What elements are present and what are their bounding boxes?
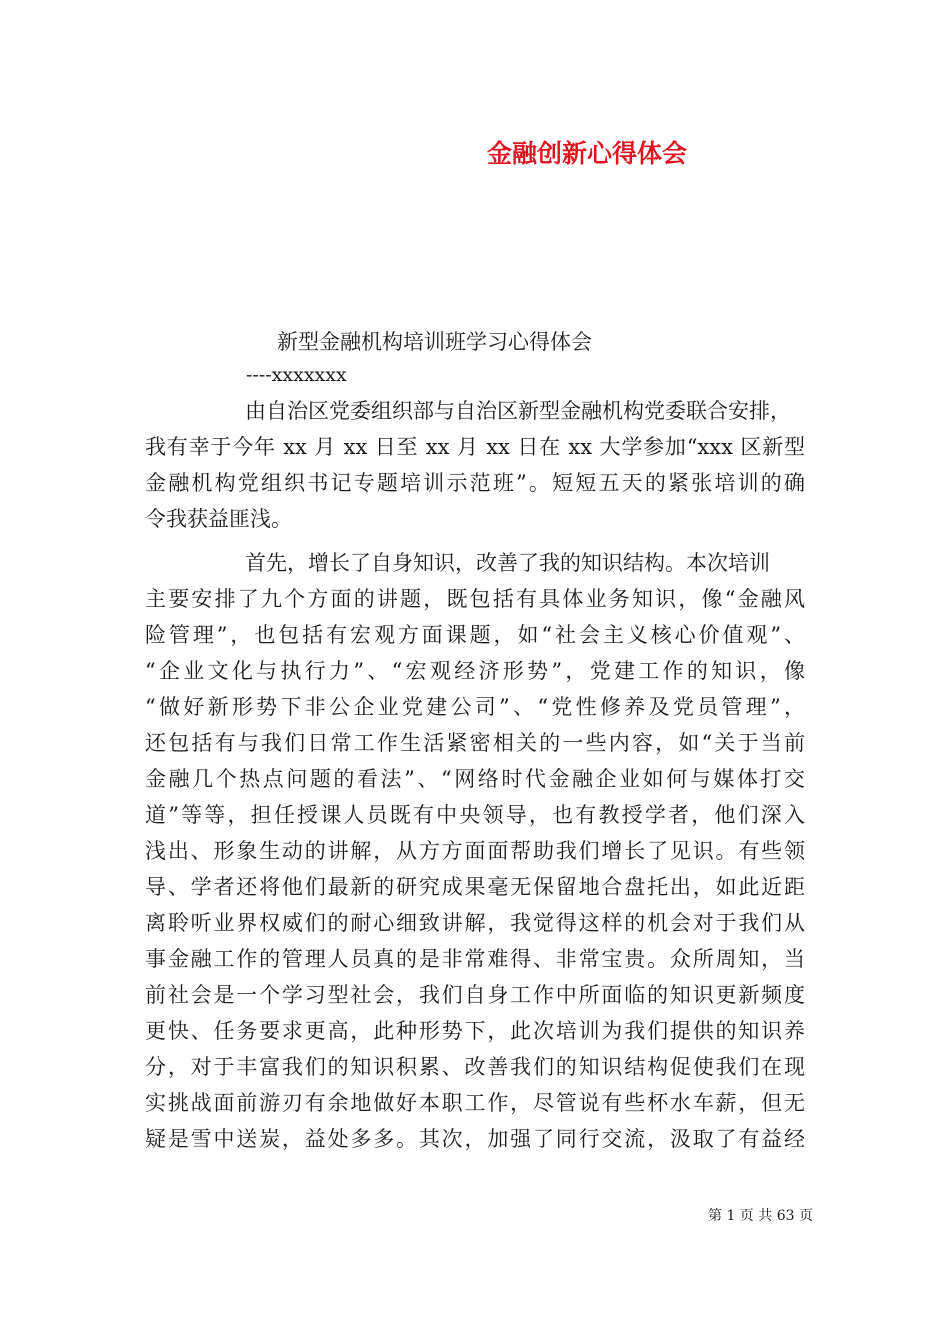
body-line: “企业文化与执行力”、“宏观经济形势”，党建工作的知识，像 (145, 659, 805, 683)
body-line: 事金融工作的管理人员真的是非常难得、非常宝贵。众所周知，当 (145, 947, 805, 971)
body-line: 实挑战面前游刃有余地做好本职工作，尽管说有些杯水车薪，但无 (145, 1091, 805, 1115)
document-title: 金融创新心得体会 (487, 139, 688, 168)
body-line: 险管理”，也包括有宏观方面课题，如“社会主义核心价值观”、 (145, 623, 805, 647)
body-line: 浅出、形象生动的讲解，从方方面面帮助我们增长了见识。有些领 (145, 839, 805, 863)
body-line: 道”等等，担任授课人员既有中央领导，也有教授学者，他们深入 (145, 803, 805, 827)
body-line: 首先，增长了自身知识，改善了我的知识结构。本次培训 (245, 551, 770, 575)
author-line: ----xxxxxxx (246, 364, 347, 386)
body-line: 由自治区党委组织部与自治区新型金融机构党委联合安排， (245, 399, 791, 423)
body-line: “做好新形势下非公企业党建公司”、“党性修养及党员管理”， (145, 695, 805, 719)
article-subtitle: 新型金融机构培训班学习心得体会 (277, 330, 592, 354)
body-line: 更快、任务要求更高，此种形势下，此次培训为我们提供的知识养 (145, 1019, 805, 1043)
body-line: 前社会是一个学习型社会，我们自身工作中所面临的知识更新频度 (145, 983, 805, 1007)
body-line: 金融几个热点问题的看法”、“网络时代金融企业如何与媒体打交 (145, 767, 805, 791)
body-line: 疑是雪中送炭，益处多多。其次，加强了同行交流，汲取了有益经 (145, 1127, 805, 1151)
body-line: 分，对于丰富我们的知识积累、改善我们的知识结构促使我们在现 (145, 1055, 805, 1079)
body-line: 令我获益匪浅。 (145, 507, 292, 531)
body-line: 还包括有与我们日常工作生活紧密相关的一些内容，如“关于当前 (145, 731, 805, 755)
body-line: 导、学者还将他们最新的研究成果毫无保留地合盘托出，如此近距 (145, 875, 805, 899)
page-number: 第 1 页 共 63 页 (708, 1208, 813, 1224)
body-line: 离聆听业界权威们的耐心细致讲解，我觉得这样的机会对于我们从 (145, 911, 805, 935)
body-line: 主要安排了九个方面的讲题，既包括有具体业务知识，像“金融风 (145, 587, 805, 611)
body-line: 金融机构党组织书记专题培训示范班”。短短五天的紧张培训的确 (145, 471, 805, 495)
body-line: 我有幸于今年 xx 月 xx 日至 xx 月 xx 日在 xx 大学参加“xxx 区新型 (145, 435, 805, 459)
